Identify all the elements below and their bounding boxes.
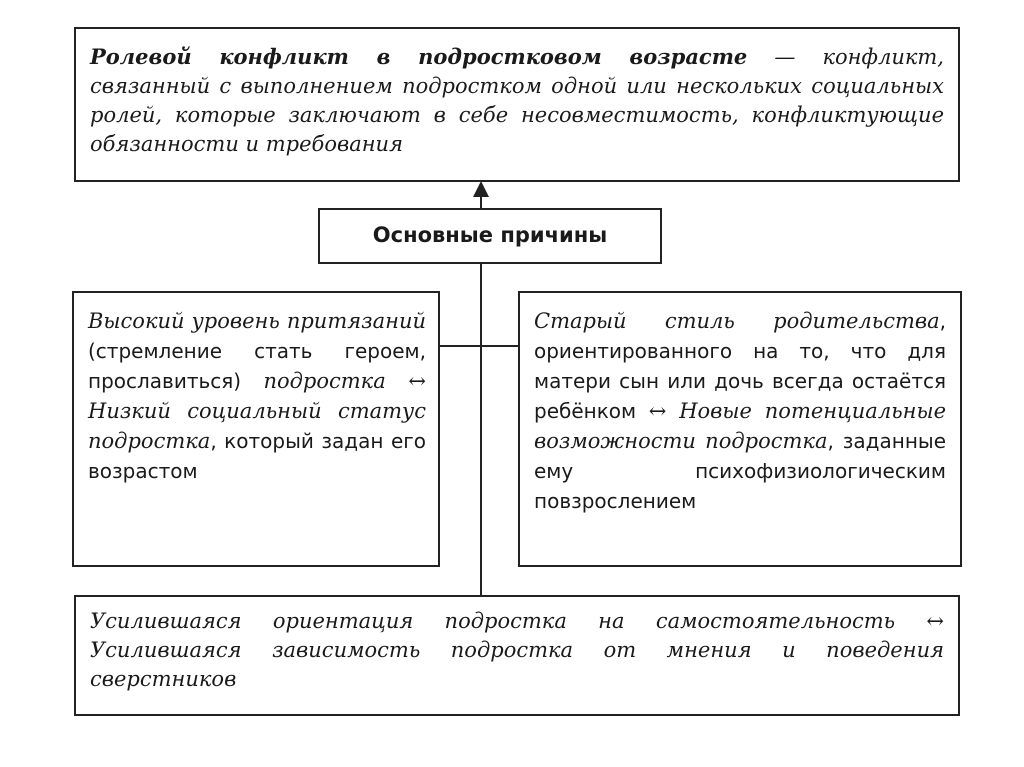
cause-right-part4: , заданные ему психофизиологическим повзрослением <box>534 429 946 513</box>
definition-term: Ролевой конфликт в подростковом возрасте <box>90 44 748 69</box>
cause-left-text <box>88 306 426 486</box>
connector-horizontal-left <box>440 345 480 347</box>
cause-right-part1: Старый стиль родительства <box>534 309 940 333</box>
cause-bottom-text: Усилившаяся ориентация подростка на самостоятельность ↔ Усилившаяся зависимость подростка от мнения и поведения сверстников <box>90 609 944 691</box>
cause-right-part2: , ориентированного на то, что для матери сын или дочь всегда остаётся ребёнком <box>534 309 946 423</box>
definition-box <box>74 27 960 182</box>
cause-box-bottom <box>74 595 960 716</box>
causes-label-box <box>318 208 662 264</box>
cause-left-part3: подростка ↔ Низкий социальный статус подростка <box>88 369 426 453</box>
definition-text <box>90 42 944 159</box>
cause-left-part1: Высокий уровень притязаний <box>88 309 426 333</box>
cause-right-text <box>534 306 946 516</box>
cause-right-part3: ↔ Новые потенциальные возможности подростка <box>534 399 946 453</box>
cause-left-part4: , который задан его возрастом <box>88 429 426 483</box>
cause-box-right <box>518 291 962 567</box>
cause-box-left <box>72 291 440 567</box>
definition-rest: — конфликт, связанный с выполнением подростком одной или нескольких социальных ролей, которые заключают в себе несовместимость, конфликтующие обязанности и требования <box>90 45 944 156</box>
cause-left-part2: (стремление стать героем, прославиться) <box>88 339 426 393</box>
causes-label: Основные причины <box>372 223 608 247</box>
arrow-up-icon <box>473 181 489 197</box>
connector-horizontal-right <box>482 345 518 347</box>
